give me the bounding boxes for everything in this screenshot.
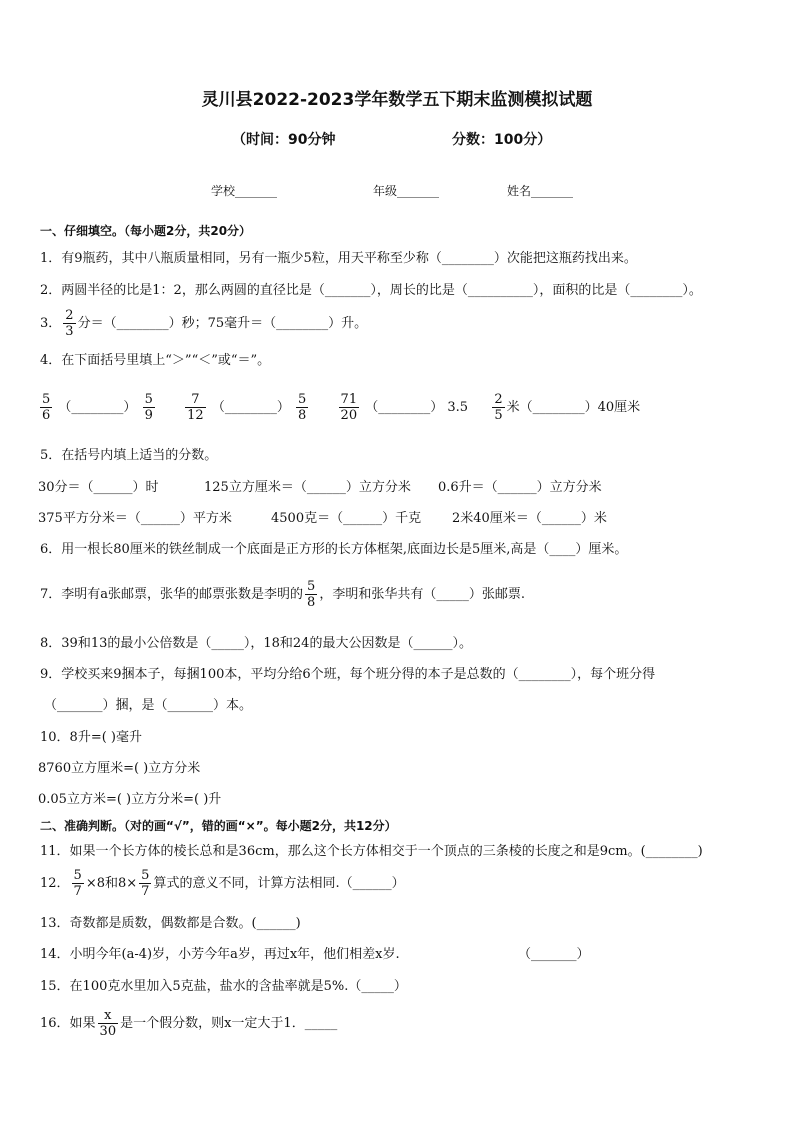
question-9-line1: 9．学校买来9捆本子，每捆100本，平均分给6个班，每个班分得的本子是总数的（________），每个班分得 bbox=[40, 667, 656, 682]
q5-row2-a: 375平方分米＝（______）平方米 bbox=[38, 511, 232, 526]
answer-blank[interactable]: （________） bbox=[58, 400, 137, 415]
question-11: 11．如果一个长方体的棱长总和是36cm，那么这个长方体相交于一个顶点的三条棱的长度之和是9cm。(________) bbox=[40, 844, 703, 859]
question-15: 15．在100克水里加入5克盐，盐水的含盐率就是5%.（_____） bbox=[40, 979, 407, 994]
question-12: 12． $\frac{5}{7}$ ×8和8× $\frac{5}{7}$ 算式的意义不同，计算方法相同.（______） bbox=[40, 868, 405, 899]
question-4: 4．在下面括号里填上“＞”“＜”或“＝”。 bbox=[40, 353, 271, 368]
question-14: 14．小明今年(a-4)岁，小芳今年a岁，再过x年，他们相差x岁. bbox=[40, 947, 400, 962]
answer-blank[interactable]: （________） bbox=[211, 400, 290, 415]
question-10-c: 0.05立方米=( )立方分米=( )升 bbox=[38, 792, 222, 807]
question-10-a: 10．8升=( )毫升 bbox=[40, 730, 142, 745]
exam-time: （时间：90分钟 bbox=[232, 132, 336, 148]
school-field[interactable]: 学校_______ bbox=[211, 184, 278, 198]
question-5: 5．在括号内填上适当的分数。 bbox=[40, 448, 218, 463]
question-3: 3． $\frac{2}{3}$ 分＝（________）秒；75毫升＝（________）升。 bbox=[40, 308, 368, 339]
page-title: 灵川县2022-2023学年数学五下期末监测模拟试题 bbox=[201, 90, 593, 110]
question-9-line2: （_______）捆，是（_______）本。 bbox=[44, 698, 253, 713]
exam-score: 分数：100分） bbox=[452, 132, 552, 148]
question-14-blank[interactable]: （_______） bbox=[518, 947, 590, 962]
question-16: 16．如果 $\frac{x}{30}$ 是一个假分数，则x一定大于1．_____ bbox=[40, 1008, 338, 1039]
question-13: 13．奇数都是质数，偶数都是合数。(______) bbox=[40, 916, 301, 931]
question-4-comparisons: $\frac{5}{6}$ （________） $\frac{5}{9}$ $\frac{7}{12}$ （________） $\frac{5}{8}$ $\frac{71}{20}$ （________） 3.5 $\frac{2}{5}$ 米（________）40厘米 bbox=[42, 392, 641, 423]
question-7: 7．李明有a张邮票，张华的邮票张数是李明的 $\frac{5}{8}$ ，李明和张华共有（_____）张邮票. bbox=[40, 579, 525, 610]
question-6: 6．用一根长80厘米的铁丝制成一个底面是正方形的长方体框架,底面边长是5厘米,高是（____）厘米。 bbox=[40, 542, 628, 557]
q5-row2-c: 2米40厘米＝（______）米 bbox=[452, 511, 607, 526]
fraction: $\frac{2}{3}$ bbox=[65, 308, 74, 339]
answer-blank[interactable]: （________） bbox=[365, 400, 444, 415]
question-1: 1．有9瓶药，其中八瓶质量相同，另有一瓶少5粒，用天平称至少称（________）次能把这瓶药找出来。 bbox=[40, 251, 637, 266]
question-2: 2．两圆半径的比是1：2，那么两圆的直径比是（_______），周长的比是（__________），面积的比是（________）。 bbox=[40, 283, 702, 298]
grade-field[interactable]: 年级_______ bbox=[373, 184, 440, 198]
question-8: 8．39和13的最小公倍数是（_____），18和24的最大公因数是（______）。 bbox=[40, 636, 472, 651]
question-10-b: 8760立方厘米=( )立方分米 bbox=[38, 761, 201, 776]
section-2-heading: 二、准确判断。（对的画“√”，错的画“×”。每小题2分，共12分） bbox=[40, 819, 397, 833]
q5-row1-b: 125立方厘米＝（______）立方分米 bbox=[204, 480, 411, 495]
q5-row1-a: 30分＝（______）时 bbox=[38, 480, 159, 495]
q5-row1-c: 0.6升＝（______）立方分米 bbox=[438, 480, 602, 495]
section-1-heading: 一、仔细填空。（每小题2分，共20分） bbox=[40, 224, 252, 238]
name-field[interactable]: 姓名_______ bbox=[507, 184, 574, 198]
q5-row2-b: 4500克＝（______）千克 bbox=[271, 511, 422, 526]
